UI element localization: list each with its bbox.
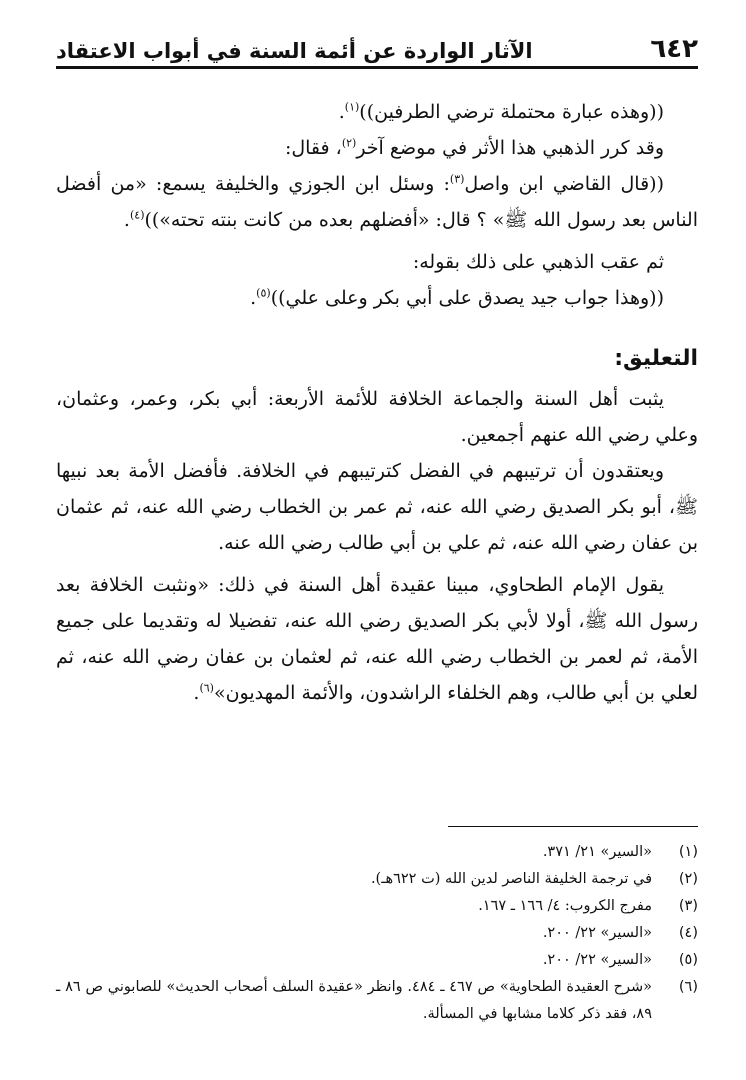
footnote-ref-2: (٢)	[341, 136, 357, 150]
section-heading: التعليق:	[614, 346, 698, 371]
paragraph-8: يقول الإمام الطحاوي، مبينا عقيدة أهل السنة في ذلك: «ونثبت الخلافة بعد رسول الله ﷺ، أولا لأبي بكر الصديق رضي الله عنه، تفضيلا له وتقديما على جميع الأمة، ثم لعمر بن الخطاب رضي الله عنه، ثم لعثمان بن عفان رضي الله عنه، ثم لعلي بن أبي طالب، وهم الخلفاء الراشدون، والأئمة المهديون»$^{(٦)}$.	[56, 574, 698, 704]
paragraph-4: ثم عقب الذهبي على ذلك بقوله:	[412, 251, 664, 273]
paragraph-quote-5: ((وهذا جواب جيد يصدق على أبي بكر وعلى علي))$^{(٥)}$.	[250, 286, 664, 309]
footnote-item: (٥) «السير» ٢٢/ ٢٠٠.	[542, 952, 698, 968]
page-number: ٦٤٢	[650, 34, 698, 64]
paragraph-7: ويعتقدون أن ترتيبهم في الفضل كترتيبهم في الخلافة. فأفضل الأمة بعد نبيها ﷺ، أبو بكر الصديق رضي الله عنه، ثم عمر بن الخطاب رضي الله عنه، ثم عثمان بن عفان رضي الله عنه، ثم علي بن أبي طالب رضي الله عنه.	[56, 460, 698, 554]
footnote-ref-3: (٣)	[449, 172, 465, 186]
footnote-ref-5: (٥)	[256, 286, 271, 300]
footnote-divider	[448, 826, 698, 827]
footnote-ref-4: (٤)	[129, 208, 145, 222]
footnote-item: (١) «السير» ٢١/ ٣٧١.	[542, 844, 698, 860]
footnotes	[56, 826, 698, 1028]
footnote-ref-6: (٦)	[199, 681, 214, 695]
footnote-item: (٢) في ترجمة الخليفة الناصر لدين الله (ت ٦٢٢هـ).	[370, 871, 698, 887]
paragraph-6: يثبت أهل السنة والجماعة الخلافة للأئمة الأربعة: أبي بكر، وعمر، وعثمان، وعلي رضي الله عنهم أجمعين.	[56, 388, 698, 446]
page-header	[56, 22, 698, 69]
main-text	[56, 94, 698, 711]
footnote-item: (٤) «السير» ٢٢/ ٢٠٠.	[542, 925, 698, 941]
paragraph-quote-1: ((وهذه عبارة محتملة ترضي الطرفين))$^{(١)}$.	[338, 100, 664, 123]
running-title: الآثار الواردة عن أئمة السنة في أبواب الاعتقاد	[56, 39, 533, 63]
book-page	[56, 0, 698, 1080]
footnote-item: (٣) مفرج الكروب: ٤/ ١٦٦ ـ ١٦٧.	[478, 898, 698, 914]
footnote-ref-1: (١)	[344, 100, 360, 114]
paragraph-2: وقد كرر الذهبي هذا الأثر في موضع آخر$^{(٢)}$، فقال:	[284, 136, 664, 159]
paragraph-quote-3: ((قال القاضي ابن واصل$^{(٣)}$: وسئل ابن الجوزي والخليفة يسمع: «من أفضل الناس بعد رسول الله ﷺ» ؟ قال: «أفضلهم بعده من كانت بنته تحته»))$^{(٤)}$.	[56, 172, 698, 231]
footnote-item: (٦) «شرح العقيدة الطحاوية» ص ٤٦٧ ـ ٤٨٤. وانظر «عقيدة السلف أصحاب الحديث» للصابوني ص ٨٦ ـ ٨٩، فقد ذكر كلاما مشابها في المسألة.	[56, 979, 698, 1022]
